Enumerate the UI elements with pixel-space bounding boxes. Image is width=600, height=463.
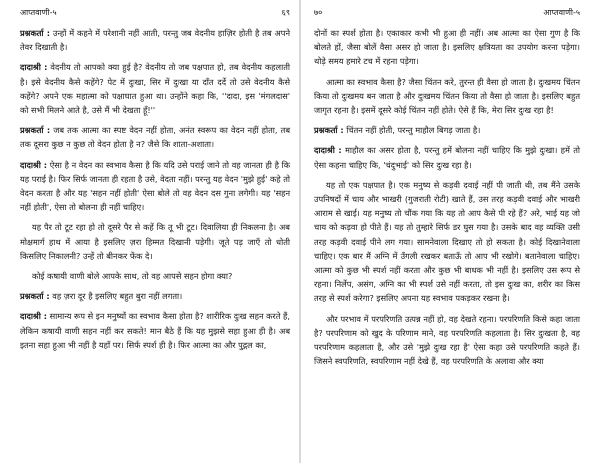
paragraph-text: आत्मा का स्वभाव कैसा है? जैसा चिंतन करे, तुरन्त ही वैसा हो जाता है। दुःखमय चिंतन किया तो दुःखमय बन जाता है और दुःखमय चिंतन किया तो वैसा हो जाता है। इसलिए बहुत जागृत रहना है। इसमें दूसरे कोई चिंतन नहीं होते। ऐसे हैं कि, मेरा सिर दुःख रहा है! [314,76,580,116]
paragraph [20,123,290,151]
paragraph [314,143,580,171]
paragraph-text: और परभाव में परपरिणति उत्पन्न नहीं हो, वह देखते रहना। परपरिणति किसे कहा जाता है? परपरिणाम को खुद के परिणाम माने, वह परपरिणति कहलाता है। सिर दुःखता है, वह परपरिणाम कहलाता है, और उसे 'मुझे दुःख रहा है' ऐसा कहा उसे परपरिणति कहते हैं। जिसने स्वपरिणति, स्वपरिणाम नहीं देखे हैं, वह परपरिणति के अलावा और क्या [314,313,580,367]
paragraph [20,289,290,303]
paragraph [20,158,290,215]
paragraph-text: चिंतन नहीं होती, परन्तु माहौल बिगड़ जाता है। [346,125,481,136]
paragraph-text: ऐसा है न वेदन का स्वभाव कैसा है कि यदि उसे पराई जाने तो वह जानता ही है कि यह पराई है। फिर सिर्फ जानता ही रहता है उसे, वेदता नहीं। परन्तु यह वेदन 'मुझे हुई' कहे तो वेदन करता है और यह 'सहन नहीं होती' ऐसा बोले तो वह वेदन दस गुना लगेगी। यह 'सहन नहीं होती', ऐसा तो बोलना ही नहीं चाहिए। [20,159,290,213]
left-header-title: आप्तवाणी-५ [20,8,57,17]
paragraph-text: दोनों का स्पर्श होता है। एकाकार कभी भी हुआ ही नहीं। अब आत्मा का ऐसा गुण है कि बोलते हों, जैसा बोलें वैसा असर हो जाता है। इसलिए क्षत्रियता का उपयोग करना पड़ेगा। थोड़े समय हमारे टच में रहना पड़ेगा। [314,28,580,67]
paragraph [314,123,580,137]
paragraph [314,312,580,369]
speaker-label: दादाश्री : [20,159,48,170]
paragraph-text: कोई कषायी वाणी बोले आपके साथ, तो वह आपसे सहन होगा क्या? [32,271,233,282]
paragraph-text: यह तो एक पक्षपात है। एक मनुष्य से कड़वी दवाई नहीं पी जाती थी, तब मैंने उसके उपनिषदों में चाय और भाखरी (गुजराती रोटी) खाते हैं, उस तरह कड़वी दवाई और भाखरी आराम से खाई। यह मनुष्य तो चौंक गया कि यह तो आप कैसे पी रहे हैं? अरे, भाई यह जो चाय को कड़वा हो पीते हैं। यह तो तुम्हारे सिर्फ डर घुस गया है। उसके बाद वह व्यक्ति उसी तरह कड़वी दवाई पीने लग गया। सामनेवाला दिखाए तो हो सकता है। कोई दिखानेवाला चाहिए। एक बार मैं अग्नि में उँगली रखकर बताऊँ तो आप भी रखोगे। बतानेवाला चाहिए। आत्मा को कुछ भी स्पर्श नहीं करता और कुछ भी बाधक भी नहीं है। इसलिए उस रूप से रहना। निर्लेप, असंग, अग्नि का भी स्पर्श उसे नहीं करता, तो इस दुःख का, शरीर का किस तरह से स्पर्श करेगा? इसलिए अपना यह स्वभाव पकड़कर रखना है। [314,179,580,304]
paragraph-text: वह ज़रा दूर है इसलिए बहुत बुरा नहीं लगता। [52,291,183,302]
speaker-label: प्रश्नकर्ता : [314,125,344,136]
right-page-number: ७० [314,8,323,17]
paragraph-text: उन्हों में कहने में परेशानी नहीं आती, परन्तु जब वेदनीय हाज़िर होती है तब अपने तेवर दिखाती है। [20,28,290,53]
paragraph [20,309,290,352]
paragraph [20,26,290,54]
paragraph [314,178,580,306]
paragraph-text: माहौल का असर होता है, परन्तु हमें बोलना नहीं चाहिए कि मुझे दुःखा। हमें तो ऐसा कहना चाहिए कि, 'चंदुभाई' को सिर दुःख रहा है। [314,145,580,170]
speaker-label: प्रश्नकर्ता : [20,125,51,136]
right-header-title: आप्तवाणी-५ [543,8,580,17]
speaker-label: प्रश्नकर्ता : [20,28,50,38]
right-page-header [314,6,580,20]
right-page [300,0,600,463]
speaker-label: दादाश्री : [20,62,48,73]
paragraph [20,269,290,283]
paragraph-text: वेदनीय तो आपको क्या हुई है? वेदनीय तो जब पक्षपात हो, तब वेदनीय कहलाती है। इसे वेदनीय कैसे कहेंगे? पेट में दुःखा, सिर में दुःखा या दाँत दर्दे तो उसे वेदनीय कैसे कहेंगे? अपने एक महात्मा को पक्षाघात हुआ था। उन्होंने कहा कि, ''दादा, इस 'मंगलदास' को सभी मिलने आते है, उसे मैं भी देखता हूँ!'' [20,62,290,116]
speaker-label: प्रश्नकर्ता : [20,291,50,302]
speaker-label: दादाश्री : [314,145,342,156]
paragraph-text: यह पैर तो टूट रहा हो तो दूसरे पैर से कहें कि तू भी टूट। दिवालिया ही निकलना है। अब मोक्षमार्ग हाथ में आया है इसलिए ज़रा हिम्मत दिखानी पड़ेगी। जूते पड़ जाएँ तो धोती किसलिए निकालनी? उन्हें तो बीनकर फेंक दे। [20,222,290,261]
paragraph [314,75,580,118]
right-page-body [314,26,580,368]
paragraph-text: जब तक आत्मा का स्पष्ट वेदन नहीं होता, अनंत स्वरूप का वेदन नहीं होता, तब तक दूसरा कुछ न कुछ तो वेदन होता है न? जैसे कि शाता-अशाता। [20,125,290,150]
paragraph [314,26,580,69]
left-page-number: ६९ [281,8,290,17]
speaker-label: दादाश्री : [20,311,47,322]
paragraph [20,220,290,263]
left-page-header [20,6,290,20]
paragraph [20,60,290,117]
left-page-body [20,26,290,352]
paragraph-text: सामान्य रूप से इन मनुष्यों का स्वभाव कैसा होता है? शारीरिक दुःख सहन करते हैं, लेकिन कषायी वाणी सहन नहीं कर सकते! मान बैठे हैं कि यह मुझसे सहा हुआ ही है। अब इतना सहा हुआ भी नहीं है यहाँ पर। सिर्फ स्पर्श ही है। फिर आत्मा का और पुद्गल का, [20,311,290,350]
